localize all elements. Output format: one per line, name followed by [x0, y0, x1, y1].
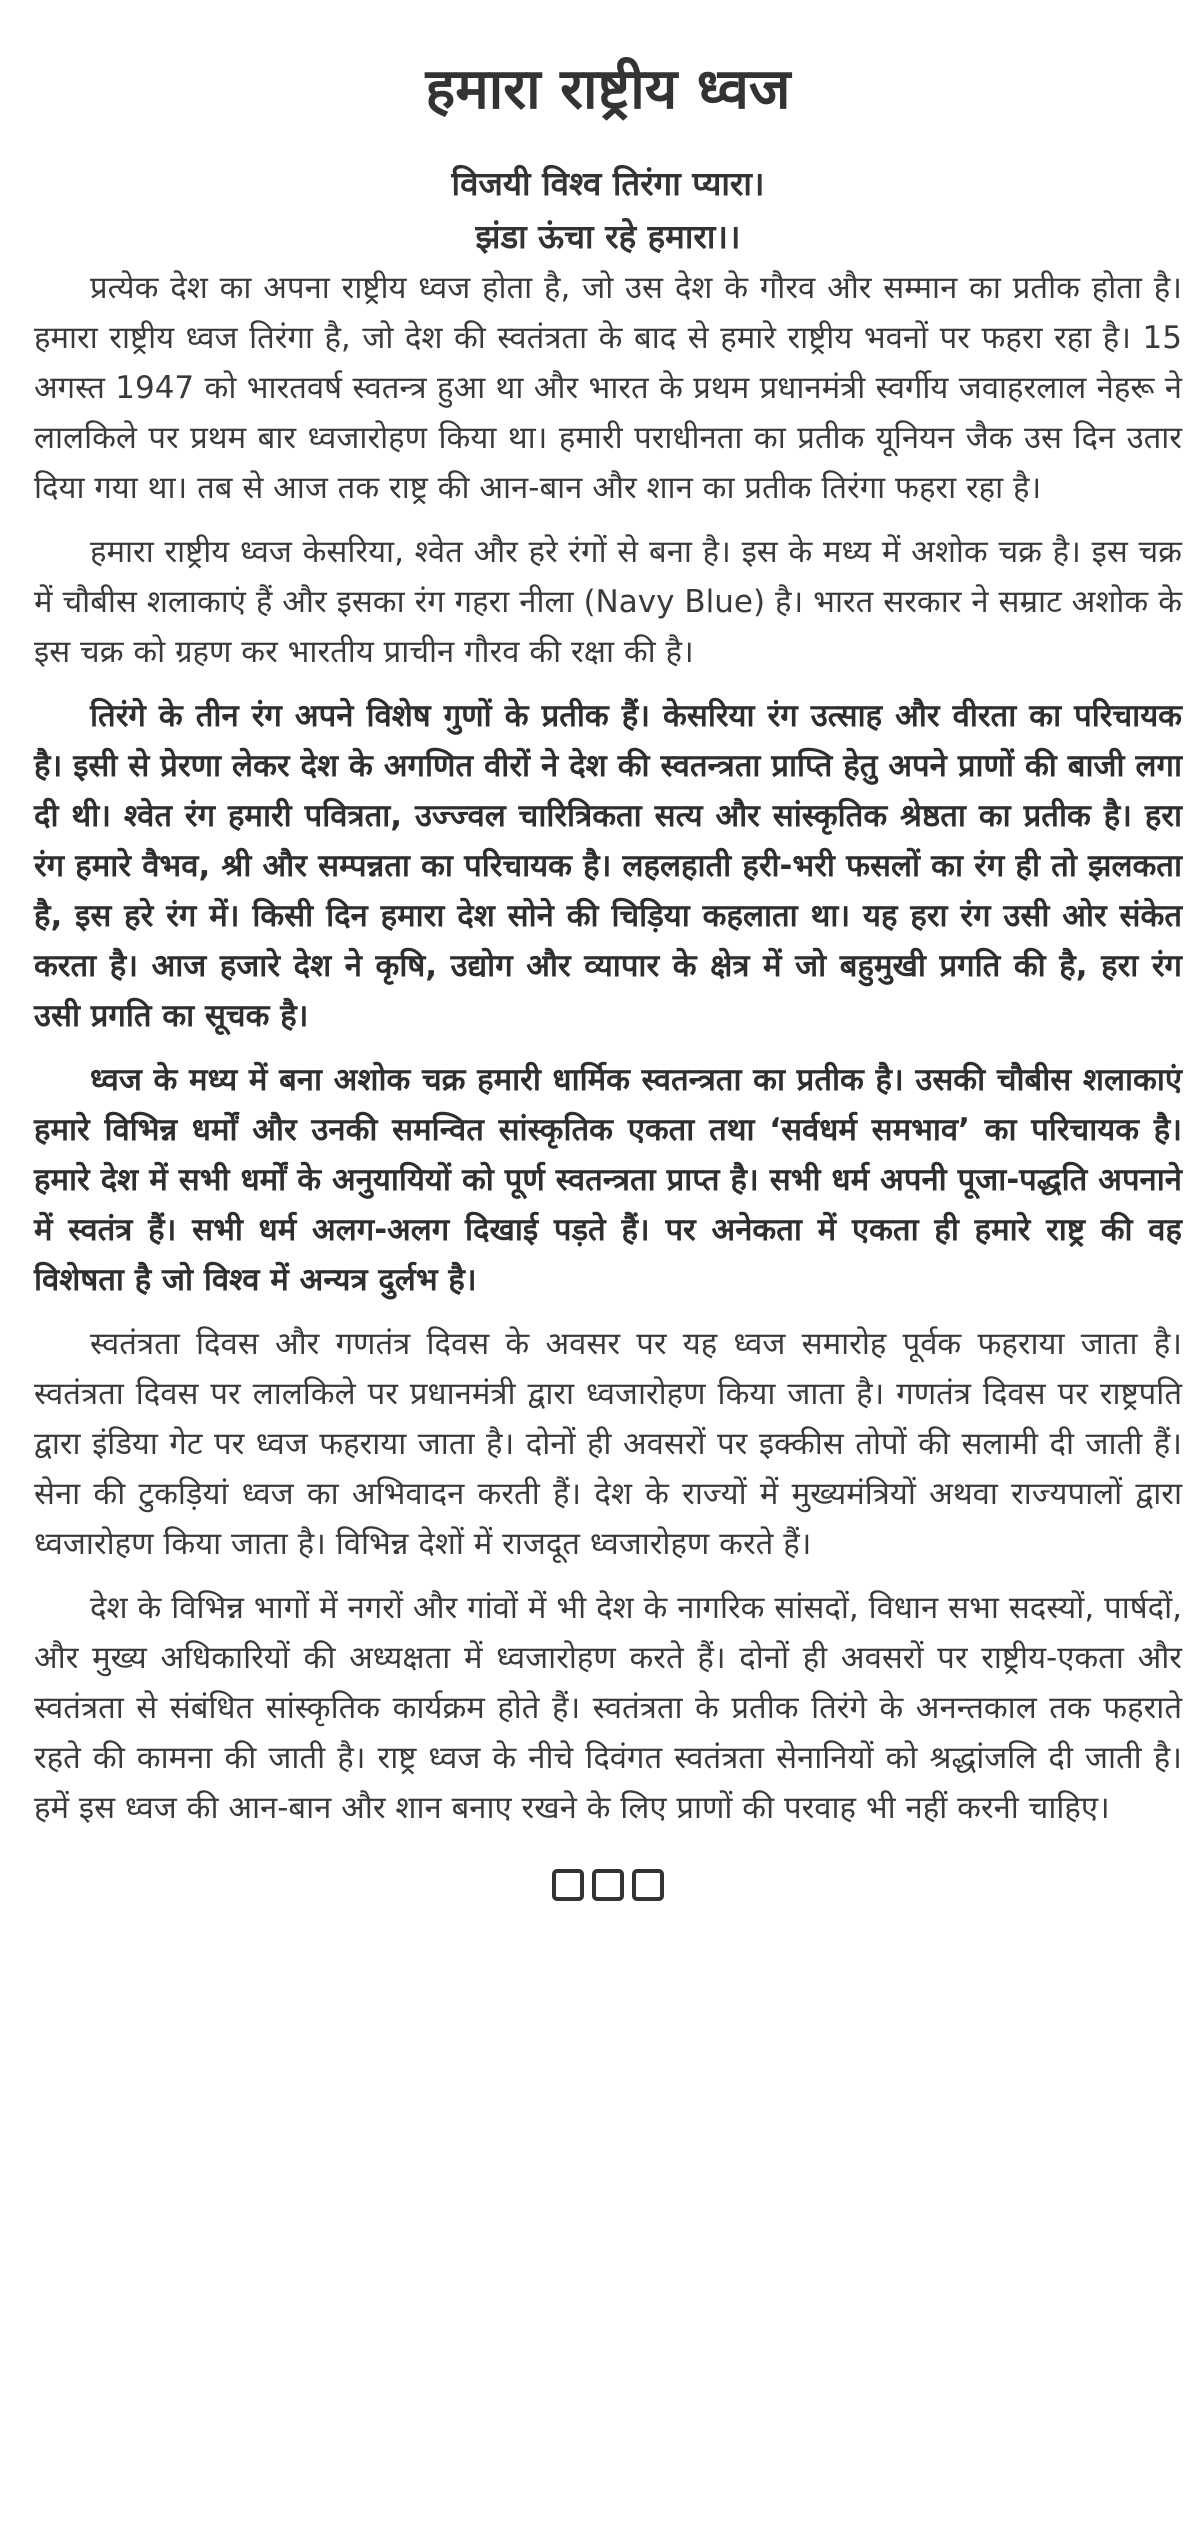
- end-ornament: [34, 1869, 1182, 1905]
- paragraph: हमारा राष्ट्रीय ध्वज केसरिया, श्वेत और हरे रंगों से बना है। इस के मध्य में अशोक चक्र है। इस चक्र में चौबीस शलाकाएं हैं और इसका रंग गहरा नीला (Navy Blue) है। भारत सरकार ने सम्राट अशोक के इस चक्र को ग्रहण कर भारतीय प्राचीन गौरव की रक्षा की है।: [34, 534, 1182, 671]
- square-icon: [592, 1869, 624, 1901]
- couplet: [34, 157, 1182, 263]
- square-icon: [632, 1869, 664, 1901]
- square-icon: [552, 1869, 584, 1901]
- essay-body: [34, 263, 1182, 1833]
- paragraph: स्वतंत्रता दिवस और गणतंत्र दिवस के अवसर पर यह ध्वज समारोह पूर्वक फहराया जाता है। स्वतंत्रता दिवस पर लालकिले पर प्रधानमंत्री द्वारा ध्वजारोहण किया जाता है। गणतंत्र दिवस पर राष्ट्रपति द्वारा इंडिया गेट पर ध्वज फहराया जाता है। दोनों ही अवसरों पर इक्कीस तोपों की सलामी दी जाती हैं। सेना की टुकड़ियां ध्वज का अभिवादन करती हैं। देश के राज्यों में मुख्यमंत्रियों अथवा राज्यपालों द्वारा ध्वजारोहण किया जाता है। विभिन्न देशों में राजदूत ध्वजारोहण करते हैं।: [34, 1326, 1182, 1563]
- paragraph: ध्वज के मध्य में बना अशोक चक्र हमारी धार्मिक स्वतन्त्रता का प्रतीक है। उसकी चौबीस शलाकाएं हमारे विभिन्न धर्मों और उनकी समन्वित सांस्कृतिक एकता तथा ‘सर्वधर्म समभाव’ का परिचायक है। हमारे देश में सभी धर्मों के अनुयायियों को पूर्ण स्वतन्त्रता प्राप्त है। सभी धर्म अपनी पूजा-पद्धति अपनाने में स्वतंत्र हैं। सभी धर्म अलग-अलग दिखाई पड़ते हैं। पर अनेकता में एकता ही हमारे राष्ट्र की वह विशेषता है जो विश्व में अन्यत्र दुर्लभ है।: [34, 1062, 1182, 1299]
- paragraph: तिरंगे के तीन रंग अपने विशेष गुणों के प्रतीक हैं। केसरिया रंग उत्साह और वीरता का परिचायक है। इसी से प्रेरणा लेकर देश के अगणित वीरों ने देश की स्वतन्त्रता प्राप्ति हेतु अपने प्राणों की बाजी लगा दी थी। श्वेत रंग हमारी पवित्रता, उज्ज्वल चारित्रिकता सत्य और सांस्कृतिक श्रेष्ठता का प्रतीक है। हरा रंग हमारे वैभव, श्री और सम्पन्नता का परिचायक है। लहलहाती हरी-भरी फसलों का रंग ही तो झलकता है, इस हरे रंग में। किसी दिन हमारा देश सोने की चिड़िया कहलाता था। यह हरा रंग उसी ओर संकेत करता है। आज हजारे देश ने कृषि, उद्योग और व्यापार के क्षेत्र में जो बहुमुखी प्रगति की है, हरा रंग उसी प्रगति का सूचक है।: [34, 698, 1182, 1035]
- couplet-line: विजयी विश्व तिरंगा प्यारा।: [451, 164, 765, 204]
- paragraph: प्रत्येक देश का अपना राष्ट्रीय ध्वज होता है, जो उस देश के गौरव और सम्मान का प्रतीक होता है। हमारा राष्ट्रीय ध्वज तिरंगा है, जो देश की स्वतंत्रता के बाद से हमारे राष्ट्रीय भवनों पर फहरा रहा है। 15 अगस्त 1947 को भारतवर्ष स्वतन्त्र हुआ था और भारत के प्रथम प्रधानमंत्री स्वर्गीय जवाहरलाल नेहरू ने लालकिले पर प्रथम बार ध्वजारोहण किया था। हमारी पराधीनता का प्रतीक यूनियन जैक उस दिन उतार दिया गया था। तब से आज तक राष्ट्र की आन-बान और शान का प्रतीक तिरंगा फहरा रहा है।: [34, 270, 1182, 507]
- couplet-line: झंडा ऊंचा रहे हमारा।।: [475, 217, 741, 257]
- page-title: हमारा राष्ट्रीय ध्वज: [425, 57, 791, 122]
- paragraph: देश के विभिन्न भागों में नगरों और गांवों में भी देश के नागरिक सांसदों, विधान सभा सदस्यों, पार्षदों, और मुख्य अधिकारियों की अध्यक्षता में ध्वजारोहण करते हैं। दोनों ही अवसरों पर राष्ट्रीय-एकता और स्वतंत्रता से संबंधित सांस्कृतिक कार्यक्रम होते हैं। स्वतंत्रता के प्रतीक तिरंगे के अनन्तकाल तक फहराते रहते की कामना की जाती है। राष्ट्र ध्वज के नीचे दिवंगत स्वतंत्रता सेनानियों को श्रद्धांजलि दी जाती है। हमें इस ध्वज की आन-बान और शान बनाए रखने के लिए प्राणों की परवाह भी नहीं करनी चाहिए।: [34, 1590, 1183, 1827]
